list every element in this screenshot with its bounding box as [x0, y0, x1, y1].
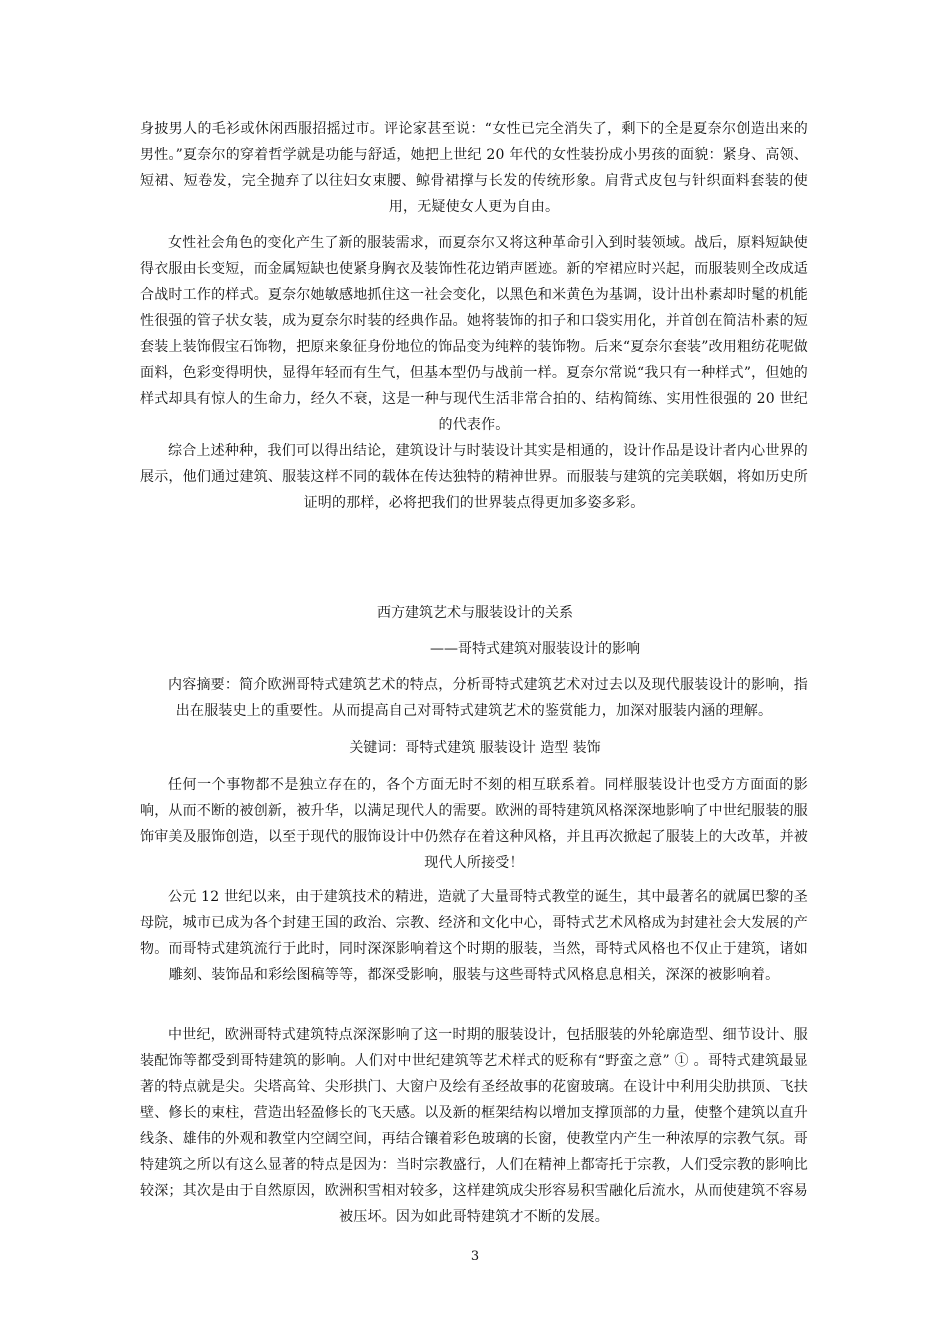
- body-paragraph-1: 任何一个事物都不是独立存在的，各个方面无时不刻的相互联系着。同样服装设计也受方方面面的影响，从而不断的被创新，被升华，以满足现代人的需要。欧洲的哥特建筑风格深深地影响了中世纪服装的服饰审美及服饰创造，以至于现代的服饰设计中仍然存在着这种风格，并且再次掀起了服装上的大改革，并被现代人所接受！: [140, 777, 808, 871]
- article-keywords: 关键词：哥特式建筑 服装设计 造型 装饰: [349, 740, 601, 756]
- article-abstract: 内容摘要：简介欧洲哥特式建筑艺术的特点，分析哥特式建筑艺术对过去以及现代服装设计的影响，指出在服装史上的重要性。从而提高自己对哥特式建筑艺术的鉴赏能力，加深对服装内涵的理解。: [168, 677, 808, 719]
- continued-paragraph-1: 身披男人的毛衫或休闲西服招摇过市。评论家甚至说：“女性已完全消失了，剩下的全是夏奈尔创造出来的男性。”夏奈尔的穿着哲学就是功能与舒适，她把上世纪 20 年代的女性装扮成小男孩的面貌：紧身、高领、短裙、短卷发，完全抛弃了以往妇女束腰、鲸骨裙撑与长发的传统形象。肩背式皮包与针织面料套装的使用，无疑使女人更为自由。: [140, 121, 808, 215]
- continued-paragraph-2: 女性社会角色的变化产生了新的服装需求，而夏奈尔又将这种革命引入到时装领域。战后，原料短缺使得衣服由长变短，而金属短缺也使紧身胸衣及装饰性花边销声匿迹。新的窄裙应时兴起，而服装则全改成适合战时工作的样式。夏奈尔她敏感地抓住这一社会变化，以黑色和米黄色为基调，设计出朴素却时髦的机能性很强的管子状女装，成为夏奈尔时装的经典作品。她将装饰的扣子和口袋实用化，并首创在简洁朴素的短套装上装饰假宝石饰物，把原来象征身份地位的饰品变为纯粹的装饰物。后来“夏奈尔套装”改用粗纺花呢做面料，色彩变得明快，显得年轻而有生气，但基本型仍与战前一样。夏奈尔常说“我只有一种样式”，但她的样式却具有惊人的生命力，经久不衰，这是一种与现代生活非常合拍的、结构简练、实用性很强的 20 世纪的代表作。: [140, 235, 808, 433]
- article-subtitle: ——哥特式建筑对服装设计的影响: [430, 641, 640, 657]
- body-paragraph-2: 公元 12 世纪以来，由于建筑技术的精进，造就了大量哥特式教堂的诞生，其中最著名的就属巴黎的圣母院，城市已成为各个封建王国的政治、宗教、经济和文化中心，哥特式艺术风格成为封建社会大发展的产物。而哥特式建筑流行于此时，同时深深影响着这个时期的服装，当然，哥特式风格也不仅止于建筑，诸如雕刻、装饰品和彩绘图稿等等，都深受影响，服装与这些哥特式风格息息相关，深深的被影响着。: [140, 889, 808, 983]
- body-paragraph-3: 中世纪，欧洲哥特式建筑特点深深影响了这一时期的服装设计，包括服装的外轮廓造型、细节设计、服装配饰等都受到哥特建筑的影响。人们对中世纪建筑等艺术样式的贬称有“野蛮之意” ① 。哥特式建筑最显著的特点就是尖。尖塔高耸、尖形拱门、大窗户及绘有圣经故事的花窗玻璃。在设计中利用尖肋拱顶、飞扶壁、修长的束柱，营造出轻盈修长的飞天感。以及新的框架结构以增加支撑顶部的力量，使整个建筑以直升线条、雄伟的外观和教堂内空阔空间，再结合镶着彩色玻璃的长窗，使教堂内产生一种浓厚的宗教气氛。哥特建筑之所以有这么显著的特点是因为：当时宗教盛行，人们在精神上都寄托于宗教，人们受宗教的影响比较深；其次是由于自然原因，欧洲积雪相对较多，这样建筑成尖形容易积雪融化后流水，从而使建筑不容易被压坏。因为如此哥特建筑才不断的发展。: [140, 1027, 808, 1225]
- article-title: 西方建筑艺术与服装设计的关系: [377, 605, 573, 621]
- page-number: 3: [470, 1249, 480, 1264]
- conclusion-paragraph: 综合上述种种，我们可以得出结论，建筑设计与时装设计其实是相通的，设计作品是设计者内心世界的展示，他们通过建筑、服装这样不同的载体在传达独特的精神世界。而服装与建筑的完美联姻，将如历史所证明的那样，必将把我们的世界装点得更加多姿多彩。: [140, 443, 808, 511]
